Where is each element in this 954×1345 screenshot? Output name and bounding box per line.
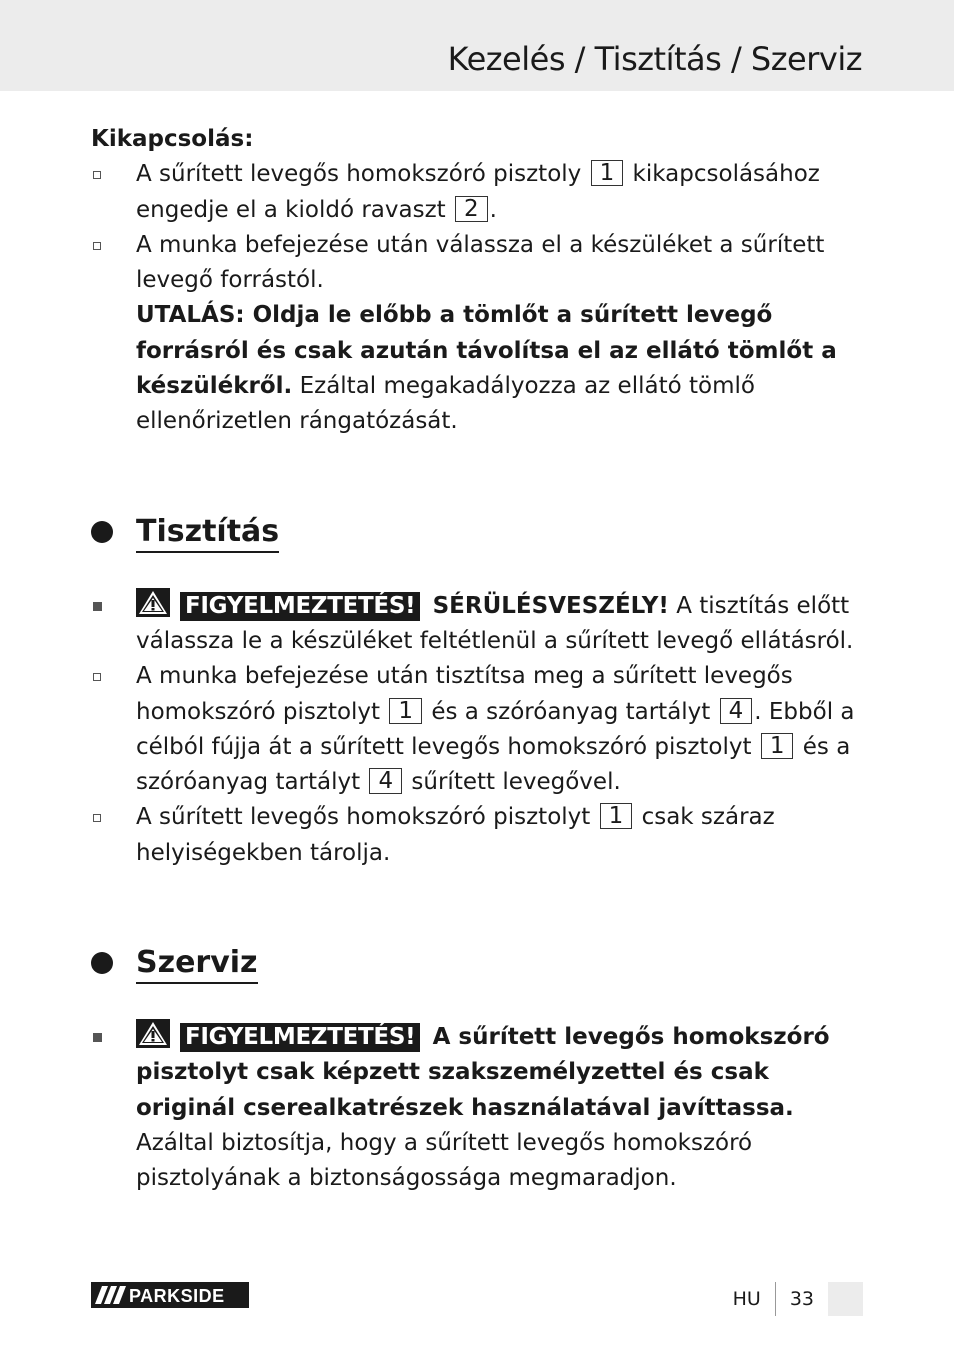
warning-item: FIGYELMEZTETÉS! A sűrített levegős homokszóró pisztolyt csak képzett szakszemélyzettel és csak originál cserealkatrészek használatával javíttassa. Azáltal biztosítja, hogy a sűrített levegős homokszóró pisztolyának a biztonságossága megmaradjon. <box>91 1019 865 1196</box>
part-ref: 1 <box>600 803 633 829</box>
page-header <box>0 0 954 91</box>
language-code: HU <box>732 1288 761 1310</box>
page-number: 33 <box>789 1288 814 1310</box>
svg-text:PARKSIDE: PARKSIDE <box>129 1286 225 1306</box>
page-footer <box>733 1282 863 1316</box>
warning-triangle-icon <box>136 588 170 617</box>
part-ref: 4 <box>369 768 402 794</box>
bullet-dot-icon <box>91 521 113 543</box>
bullet-dot-icon <box>91 952 113 974</box>
page-title: Kezelés / Tisztítás / Szerviz <box>447 40 862 78</box>
part-ref: 1 <box>761 733 794 759</box>
warning-label: FIGYELMEZTETÉS! <box>180 1023 420 1052</box>
warning-label: FIGYELMEZTETÉS! <box>180 592 420 621</box>
checkbox-bullet-icon <box>93 673 101 681</box>
part-ref: 4 <box>720 698 753 724</box>
page-content <box>91 122 865 1197</box>
list-item: A sűrített levegős homokszóró pisztolyt 1 csak száraz helyiségekben tárolja. <box>91 800 865 871</box>
part-ref: 1 <box>591 160 624 186</box>
part-ref: 2 <box>455 196 488 222</box>
section-heading-cleaning: Tisztítás <box>91 512 865 552</box>
switch-off-heading: Kikapcsolás: <box>91 126 254 152</box>
square-bullet-icon <box>93 602 102 611</box>
page-tab <box>828 1282 863 1316</box>
warning-item: FIGYELMEZTETÉS! SÉRÜLÉSVESZÉLY! A tisztítás előtt válassza le a készüléket feltétlenül a sűrített levegő ellátásról. <box>91 588 865 660</box>
checkbox-bullet-icon <box>93 171 101 179</box>
note-paragraph: UTALÁS: Oldja le előbb a tömlőt a sűrített levegő forrásról és csak azután távolítsa el az ellátó tömlőt a készülékről. Ezáltal megakadályozza az ellátó tömlő ellenőrizetlen rángatózását. <box>136 302 837 435</box>
section-heading-service: Szerviz <box>91 943 865 983</box>
list-item: A sűrített levegős homokszóró pisztoly 1 kikapcsolásához engedje el a kioldó ravaszt 2 . <box>91 157 865 228</box>
list-item: A munka befejezése után tisztítsa meg a sűrített levegős homokszóró pisztolyt 1 és a szóróanyag tartályt 4 . Ebből a célból fújja át a sűrített levegős homokszóró pisztolyt 1 és a szóróanyag tartályt 4 sűrített levegővel. <box>91 659 865 800</box>
checkbox-bullet-icon <box>93 814 101 822</box>
warning-triangle-icon <box>136 1019 170 1048</box>
checkbox-bullet-icon <box>93 242 101 250</box>
square-bullet-icon <box>93 1033 102 1042</box>
list-item: A munka befejezése után válassza el a készüléket a sűrített levegő forrástól. <box>91 228 865 299</box>
parkside-logo <box>91 1282 249 1308</box>
part-ref: 1 <box>389 698 422 724</box>
